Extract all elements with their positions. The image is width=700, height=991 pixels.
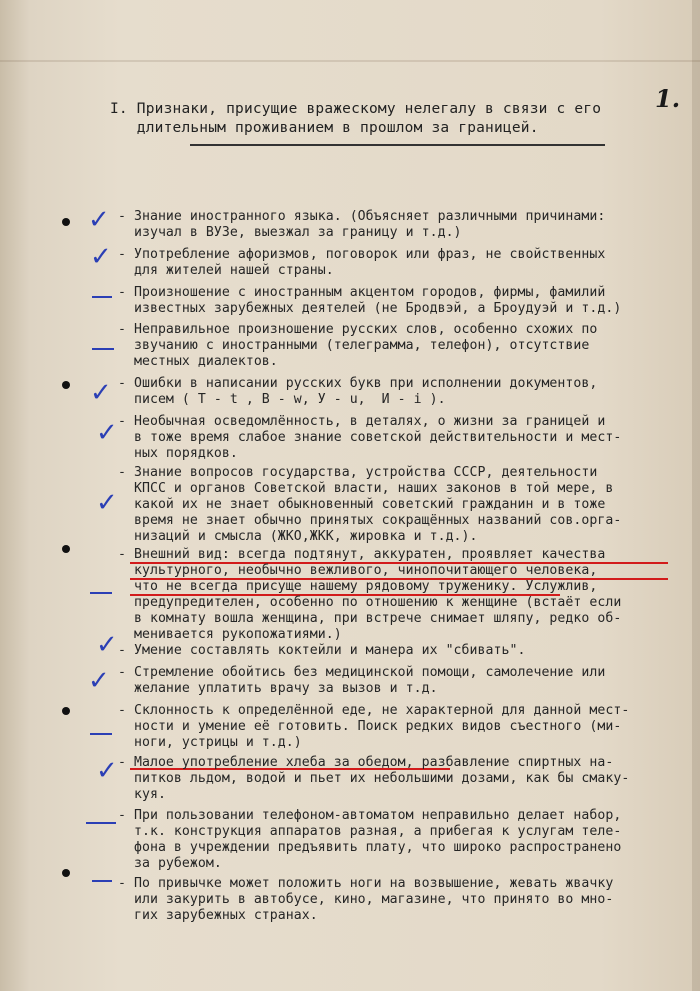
text-line: ности и умение её готовить. Поиск редких видов съестного (ми- — [118, 719, 622, 734]
text-line: - Необычная осведомлённость, в деталях, о жизни за границей и — [118, 414, 606, 429]
text-line: - Малое употребление хлеба за обедом, разбавление спиртных на- — [118, 755, 614, 770]
text-line: - Умение составлять коктейли и манера их "сбивать". — [118, 643, 526, 658]
list-item — [118, 209, 678, 241]
punch-hole — [62, 707, 70, 715]
pen-dash-mark — [92, 296, 112, 298]
text-line: КПСС и органов Советской власти, наших законов в той мере, в — [118, 481, 614, 496]
text-line: - Ошибки в написании русских букв при исполнении документов, — [118, 376, 598, 391]
text-line: желание уплатить врачу за вызов и т.д. — [118, 681, 438, 696]
list-item — [118, 876, 678, 924]
heading-underline — [190, 144, 605, 146]
text-line: для жителей нашей страны. — [118, 263, 334, 278]
text-line: гих зарубежных странах. — [118, 908, 318, 923]
text-line: местных диалектов. — [118, 354, 278, 369]
text-line: куя. — [118, 787, 166, 802]
text-line: ноги, устрицы и т.д.) — [118, 735, 302, 750]
list-item — [118, 465, 678, 545]
punch-hole — [62, 545, 70, 553]
text-line: время не знает обычно принятых сокращённых названий сов.орга- — [118, 513, 622, 528]
list-item — [118, 665, 678, 697]
text-line: - Знание вопросов государства, устройства СССР, деятельности — [118, 465, 598, 480]
text-line: в комнату вошла женщина, при встрече снимает шляпу, редко об- — [118, 611, 622, 626]
list-item — [118, 376, 678, 408]
pen-dash-mark — [86, 822, 116, 824]
checkmark-icon: ✓ — [96, 418, 118, 448]
checkmark-icon: ✓ — [90, 378, 112, 408]
list-item — [118, 285, 678, 317]
text-line: - Склонность к определённой еде, не характерной для данной мест- — [118, 703, 630, 718]
text-line: питков льдом, водой и пьет их небольшими дозами, как бы смаку- — [118, 771, 630, 786]
text-line: какой их не знает обыкновенный советский гражданин и в тоже — [118, 497, 606, 512]
list-item — [118, 703, 678, 751]
list-item — [118, 643, 678, 659]
text-line: изучал в ВУЗе, выезжал за границу и т.д.) — [118, 225, 462, 240]
checkmark-icon: ✓ — [96, 488, 118, 518]
punch-hole — [62, 381, 70, 389]
list-item — [118, 755, 678, 803]
checkmark-icon: ✓ — [90, 242, 112, 272]
text-line: культурного, необычно вежливого, чинопочитающего человека, — [118, 563, 598, 578]
text-line: в тоже время слабое знание советской действительности и мест- — [118, 430, 622, 445]
text-line: фона в учреждении предъявить плату, что широко распространено — [118, 840, 622, 855]
list-item — [118, 547, 678, 643]
checkmark-icon: ✓ — [88, 666, 110, 696]
text-line: низаций и смысла (ЖКО,ЖКК, жировка и т.д.). — [118, 529, 478, 544]
section-heading — [110, 100, 630, 138]
list-item — [118, 808, 678, 872]
text-line: т.к. конструкция аппаратов разная, а прибегая к услугам теле- — [118, 824, 622, 839]
list-item — [118, 414, 678, 462]
page-edge-shadow — [692, 0, 700, 991]
checkmark-icon: ✓ — [96, 756, 118, 786]
list-item — [118, 322, 678, 370]
text-line: - Произношение с иностранным акцентом городов, фирмы, фамилий — [118, 285, 606, 300]
list-item — [118, 247, 678, 279]
text-line: звучанию с иностранными (телеграмма, телефон), отсутствие — [118, 338, 590, 353]
pen-dash-mark — [90, 592, 112, 594]
text-line: менивается рукопожатиями.) — [118, 627, 342, 642]
text-line: предупредителен, особенно по отношению к женщине (встаёт если — [118, 595, 622, 610]
pen-dash-mark — [92, 348, 114, 350]
pen-dash-mark — [92, 880, 112, 882]
text-line: - По привычке может положить ноги на возвышение, жевать жвачку — [118, 876, 614, 891]
heading-line-2: длительным проживанием в прошлом за границей. — [110, 120, 539, 136]
checkmark-icon: ✓ — [96, 630, 118, 660]
text-line: или закурить в автобусе, кино, магазине, что принято во мно- — [118, 892, 614, 907]
punch-hole — [62, 869, 70, 877]
text-line: известных зарубежных деятелей (не Бродвэй, а Броудуэй и т.д.) — [118, 301, 622, 316]
text-line: что не всегда присуще нашему рядовому труженику. Услужлив, — [118, 579, 598, 594]
text-line: за рубежом. — [118, 856, 222, 871]
pen-dash-mark — [90, 733, 112, 735]
text-line: - Внешний вид: всегда подтянут, аккуратен, проявляет качества — [118, 547, 606, 562]
text-line: - При пользовании телефоном-автоматом неправильно делает набор, — [118, 808, 622, 823]
punch-hole — [62, 218, 70, 226]
checkmark-icon: ✓ — [88, 205, 110, 235]
text-line: - Употребление афоризмов, поговорок или фраз, не свойственных — [118, 247, 606, 262]
text-line: писем ( T - t , B - w, У - u, И - i ). — [118, 392, 446, 407]
paper-fold — [0, 60, 700, 62]
text-line: - Знание иностранного языка. (Объясняет различными причинами: — [118, 209, 606, 224]
heading-line-1: I. Признаки, присущие вражескому нелегалу в связи с его — [110, 101, 602, 117]
text-line: - Стремление обойтись без медицинской помощи, самолечение или — [118, 665, 606, 680]
page-number: 1. — [655, 84, 681, 113]
text-line: ных порядков. — [118, 446, 238, 461]
text-line: - Неправильное произношение русских слов, особенно схожих по — [118, 322, 598, 337]
